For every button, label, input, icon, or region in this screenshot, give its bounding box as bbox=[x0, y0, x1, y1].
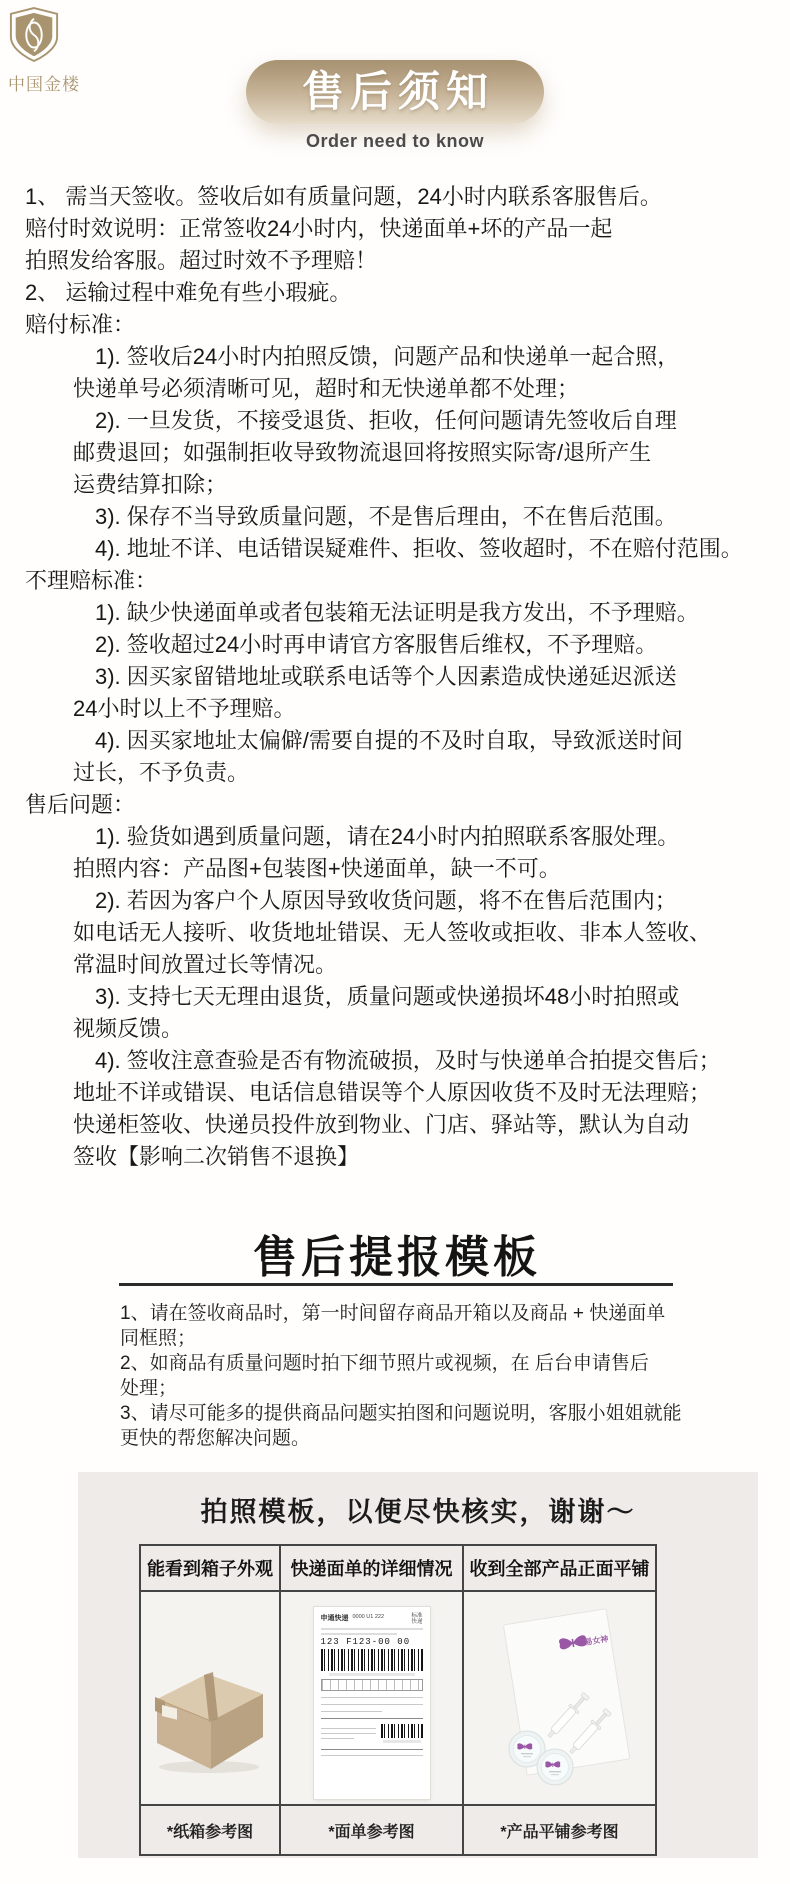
caption-products: *产品平铺参考图 bbox=[463, 1805, 656, 1855]
waybill-form-line bbox=[321, 1711, 382, 1712]
notice-line: 赔付时效说明：正常签收24小时内，快递面单+坏的产品一起 bbox=[25, 216, 613, 241]
notice-line: 2). 一旦发货，不接受退货、拒收，任何问题请先签收后自理 bbox=[95, 408, 677, 433]
waybill-code: 0000 U1 222 bbox=[352, 1613, 384, 1620]
notice-line: 1). 签收后24小时内拍照反馈，问题产品和快递单一起合照， bbox=[95, 344, 680, 369]
notice-line: 视频反馈。 bbox=[73, 1016, 184, 1041]
waybill-form-line bbox=[321, 1738, 354, 1739]
waybill-small-digits bbox=[383, 1740, 421, 1743]
notice-line: 2). 签收超过24小时再申请官方客服售后维权，不予理赔。 bbox=[95, 632, 658, 657]
notice-line: 如电话无人接听、收货地址错误、无人签收或拒收、非本人签收、 bbox=[73, 920, 712, 945]
waybill-tracking-number: 123 F123-00 00 bbox=[320, 1636, 411, 1647]
notice-line: 2). 若因为客户个人原因导致收货问题，将不在售后范围内； bbox=[95, 888, 677, 913]
products-photo-cell bbox=[463, 1591, 656, 1805]
brand-logo bbox=[8, 6, 128, 95]
template-steps-block bbox=[120, 1301, 740, 1451]
table-header-row bbox=[140, 1545, 656, 1591]
table-caption-row bbox=[140, 1805, 656, 1855]
waybill-barcode-digits bbox=[329, 1673, 415, 1676]
waybill-address-line bbox=[321, 1628, 423, 1630]
notice-line: 不理赔标准： bbox=[25, 568, 158, 593]
template-line: 3、请尽可能多的提供商品问题实拍图和问题说明，客服小姐姐就能 bbox=[120, 1403, 682, 1424]
waybill-service-line2: 快递 bbox=[411, 1618, 423, 1625]
column-header-products: 收到全部产品正面平铺 bbox=[463, 1545, 656, 1591]
template-line: 2、如商品有质量问题时拍下细节照片或视频，在 后台申请售后 bbox=[120, 1353, 649, 1374]
blister-dish-icon bbox=[537, 1749, 573, 1785]
notice-line: 3). 保存不当导致质量问题，不是售后理由，不在售后范围。 bbox=[95, 504, 677, 529]
notice-line: 3). 因买家留错地址或联系电话等个人因素造成快递延迟派送 bbox=[95, 664, 677, 689]
brand-shield-icon bbox=[8, 6, 60, 64]
template-section-title: 售后提报模板 bbox=[253, 1233, 541, 1282]
notice-line: 2、 运输过程中难免有些小瑕疵。 bbox=[25, 280, 352, 305]
box-photo-cell bbox=[140, 1591, 280, 1805]
notice-line: 运费结算扣除； bbox=[73, 472, 228, 497]
waybill-small-barcode-icon bbox=[381, 1724, 423, 1738]
notice-line: 拍照发给客服。超过时效不予理赔！ bbox=[25, 248, 378, 273]
notice-text-block bbox=[25, 181, 781, 1173]
product-brand-name: 易女神 bbox=[583, 1634, 609, 1647]
brand-name: 中国金楼 bbox=[8, 75, 80, 94]
photo-panel-title: 拍照模板，以便尽快核实，谢谢～ bbox=[200, 1497, 636, 1527]
notice-line: 赔付标准： bbox=[25, 312, 136, 337]
notice-line: 1). 验货如遇到质量问题，请在24小时内拍照联系客服处理。 bbox=[95, 824, 680, 849]
template-line: 更快的帮您解决问题。 bbox=[120, 1428, 311, 1449]
waybill-digit-grid bbox=[321, 1679, 423, 1691]
notice-line: 4). 签收注意查验是否有物流破损，及时与快递单合拍提交售后； bbox=[95, 1048, 721, 1073]
notice-line: 4). 因买家地址太偏僻/需要自提的不及时自取，导致派送时间 bbox=[95, 728, 683, 753]
template-line: 处理； bbox=[120, 1378, 178, 1399]
notice-line: 售后问题： bbox=[25, 792, 136, 817]
caption-box: *纸箱参考图 bbox=[140, 1805, 280, 1855]
notice-line: 3). 支持七天无理由退货，质量问题或快递损坏48小时拍照或 bbox=[95, 984, 680, 1009]
section-subtitle: Order need to know bbox=[305, 131, 485, 151]
waybill-divider bbox=[321, 1718, 423, 1719]
waybill-barcode-icon bbox=[321, 1649, 423, 1671]
waybill-service-line1: 标准 bbox=[411, 1612, 423, 1619]
notice-line: 拍照内容：产品图+包装图+快递面单，缺一不可。 bbox=[73, 856, 561, 881]
notice-line: 24小时以上不予理赔。 bbox=[73, 696, 296, 721]
notice-line: 快递柜签收、快递员投件放到物业、门店、驿站等，默认为自动 bbox=[73, 1112, 690, 1137]
waybill-image bbox=[314, 1607, 430, 1799]
waybill-photo-cell bbox=[280, 1591, 463, 1805]
notice-line: 签收【影响二次销售不退换】 bbox=[73, 1144, 360, 1169]
cardboard-box-image bbox=[147, 1658, 273, 1778]
waybill-header bbox=[321, 1613, 423, 1625]
notice-line: 快递单号必须清晰可见，超时和无快递单都不处理； bbox=[73, 376, 580, 401]
waybill-form-line bbox=[321, 1755, 423, 1756]
column-header-box: 能看到箱子外观 bbox=[140, 1545, 280, 1591]
waybill-divider bbox=[321, 1749, 423, 1750]
waybill-form-line bbox=[321, 1733, 376, 1734]
title-underline bbox=[119, 1283, 673, 1286]
column-header-waybill: 快递面单的详细情况 bbox=[280, 1545, 463, 1591]
waybill-small-barcode-wrap bbox=[381, 1724, 423, 1743]
waybill-address-line bbox=[321, 1633, 398, 1635]
notice-line: 地址不详或错误、电话信息错误等个人原因收货不及时无法理赔； bbox=[73, 1080, 712, 1105]
waybill-service-type bbox=[411, 1613, 422, 1625]
notice-line: 1、 需当天签收。签收后如有质量问题，24小时内联系客服售后。 bbox=[25, 184, 662, 209]
photo-reference-table bbox=[139, 1544, 657, 1856]
waybill-lower-lines bbox=[321, 1724, 376, 1743]
caption-waybill: *面单参考图 bbox=[280, 1805, 463, 1855]
notice-line: 1). 缺少快递面单或者包装箱无法证明是我方发出，不予理赔。 bbox=[95, 600, 699, 625]
waybill-form-line bbox=[321, 1697, 423, 1698]
notice-line: 过长，不予负责。 bbox=[73, 760, 250, 785]
notice-line: 常温时间放置过长等情况。 bbox=[73, 952, 338, 977]
waybill-lower-section bbox=[321, 1724, 423, 1743]
waybill-form-line bbox=[321, 1728, 376, 1729]
notice-line: 邮费退回；如强制拒收导致物流退回将按照实际寄/退所产生 bbox=[73, 440, 652, 465]
notice-line: 4). 地址不详、电话错误疑难件、拒收、签收超时，不在赔付范围。 bbox=[95, 536, 743, 561]
table-image-row bbox=[140, 1591, 656, 1805]
template-line: 1、请在签收商品时，第一时间留存商品开箱以及商品 + 快递面单 bbox=[120, 1303, 666, 1324]
waybill-courier-name: 申通快递 bbox=[320, 1614, 349, 1622]
products-flat-image bbox=[485, 1595, 635, 1801]
template-line: 同框照； bbox=[120, 1328, 197, 1349]
photo-template-panel bbox=[78, 1472, 758, 1858]
waybill-form-line bbox=[321, 1704, 423, 1705]
section-banner: 售后须知 bbox=[246, 60, 544, 124]
